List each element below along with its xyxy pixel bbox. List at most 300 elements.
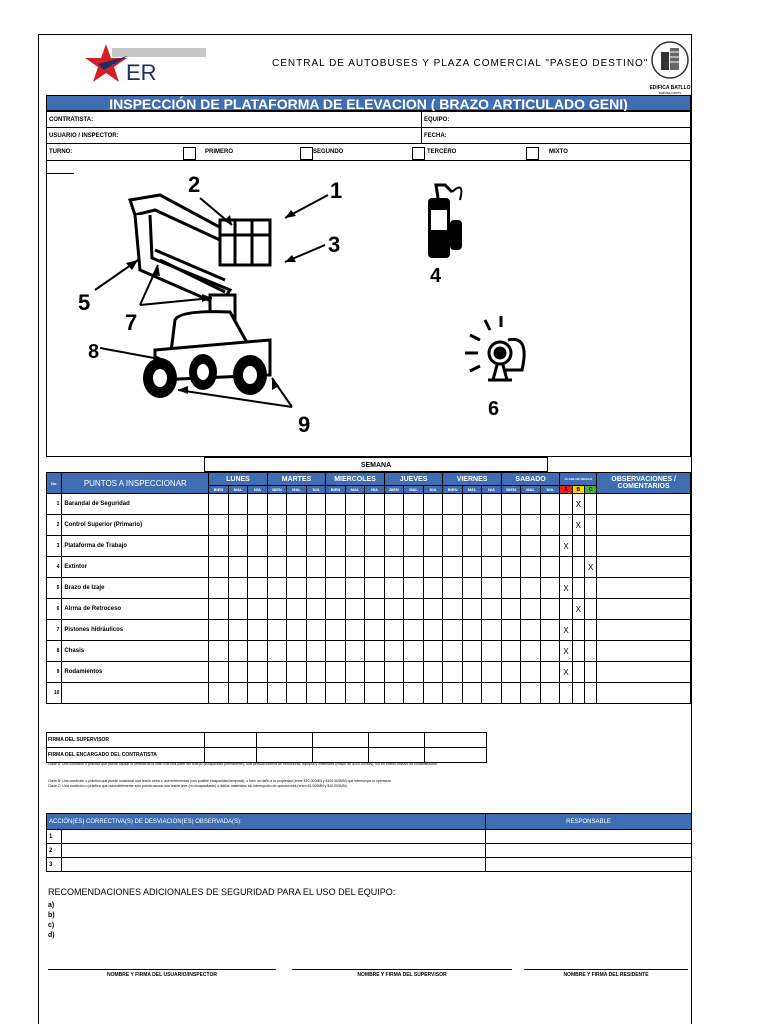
observation-cell[interactable] [597,683,691,704]
check-cell[interactable] [404,662,424,683]
check-cell[interactable] [228,683,248,704]
check-cell[interactable] [287,515,307,536]
inspection-point-label: Control Superior (Primario) [62,515,209,536]
risk-class-b: B [572,486,584,494]
responsable-input[interactable] [486,830,692,844]
check-cell[interactable] [482,599,502,620]
responsable-input[interactable] [486,844,692,858]
check-cell[interactable] [443,641,463,662]
check-cell[interactable] [443,494,463,515]
risk-cell-b[interactable] [572,683,584,704]
check-cell[interactable] [365,683,385,704]
check-cell[interactable] [423,641,443,662]
check-cell[interactable] [345,578,365,599]
check-cell[interactable] [404,536,424,557]
check-cell[interactable] [521,662,541,683]
risk-cell-a[interactable] [560,515,572,536]
check-cell[interactable] [404,683,424,704]
firma-cell[interactable] [313,733,369,748]
no-column-header: No. [47,473,62,494]
check-cell[interactable] [326,641,346,662]
check-cell[interactable] [540,578,560,599]
check-cell[interactable] [443,599,463,620]
check-cell[interactable] [443,620,463,641]
check-cell[interactable] [326,662,346,683]
risk-cell-b[interactable] [572,620,584,641]
check-cell[interactable] [462,536,482,557]
check-cell[interactable] [365,599,385,620]
check-cell[interactable] [248,620,268,641]
check-cell[interactable] [209,662,229,683]
recommendations-title: RECOMENDACIONES ADICIONALES DE SEGURIDAD PARA EL USO DEL EQUIPO: [48,887,396,897]
check-cell[interactable] [248,557,268,578]
firma-cell[interactable] [369,748,425,763]
label-1: 1 [330,178,343,203]
observation-cell[interactable] [597,515,691,536]
check-cell[interactable] [462,515,482,536]
check-cell[interactable] [384,662,404,683]
check-cell[interactable] [404,641,424,662]
check-cell[interactable] [228,536,248,557]
risk-cell-c[interactable] [584,620,596,641]
check-cell[interactable] [326,620,346,641]
table-row [47,641,691,662]
action-input[interactable] [62,844,486,858]
check-cell[interactable] [443,578,463,599]
check-cell[interactable] [287,620,307,641]
check-cell[interactable] [345,683,365,704]
row-number: 9 [47,662,62,683]
table-row [47,515,691,536]
check-cell[interactable] [482,557,502,578]
check-cell[interactable] [521,557,541,578]
check-cell[interactable] [482,620,502,641]
check-cell[interactable] [423,578,443,599]
rec-item-a[interactable]: a) [48,902,55,909]
sub-header-na: N/A [423,486,443,494]
check-cell[interactable] [209,536,229,557]
risk-cell-a[interactable]: X [560,641,572,662]
check-cell[interactable] [209,515,229,536]
check-cell[interactable] [326,494,346,515]
risk-cell-c[interactable] [584,641,596,662]
check-cell[interactable] [287,536,307,557]
sub-header-bien: BIEN [267,486,287,494]
inspection-point-label: Plataforma de Trabajo [62,536,209,557]
rec-item-d[interactable]: d) [48,932,55,939]
action-row-number: 2 [47,844,62,858]
firma-cell[interactable] [313,748,369,763]
mixto-label: MIXTO [549,149,568,155]
check-cell[interactable] [423,599,443,620]
row-number: 7 [47,620,62,641]
check-cell[interactable] [248,641,268,662]
table-row [47,536,691,557]
equipo-field[interactable]: EQUIPO: [422,112,691,128]
risk-cell-a[interactable]: X [560,662,572,683]
inspection-point-label [62,683,209,704]
check-cell[interactable] [384,641,404,662]
check-cell[interactable] [345,536,365,557]
check-cell[interactable] [228,494,248,515]
observation-cell[interactable] [597,620,691,641]
check-cell[interactable] [501,662,521,683]
check-cell[interactable] [345,620,365,641]
check-cell[interactable] [326,578,346,599]
check-cell[interactable] [501,683,521,704]
check-cell[interactable] [248,515,268,536]
check-cell[interactable] [482,536,502,557]
check-cell[interactable] [462,599,482,620]
sub-header-na: N/A [482,486,502,494]
check-cell[interactable] [501,620,521,641]
check-cell[interactable] [384,536,404,557]
check-cell[interactable] [443,683,463,704]
check-cell[interactable] [521,683,541,704]
risk-cell-b[interactable]: X [572,599,584,620]
check-cell[interactable] [404,557,424,578]
check-cell[interactable] [365,494,385,515]
check-cell[interactable] [521,515,541,536]
sub-header-na: N/A [306,486,326,494]
check-cell[interactable] [306,662,326,683]
segundo-checkbox[interactable] [300,147,313,160]
mixto-checkbox[interactable] [526,147,539,160]
check-cell[interactable] [345,662,365,683]
check-cell[interactable] [267,557,287,578]
check-cell[interactable] [365,662,385,683]
check-cell[interactable] [365,578,385,599]
firma-cell[interactable] [257,748,313,763]
action-input[interactable] [62,858,486,872]
check-cell[interactable] [248,536,268,557]
check-cell[interactable] [443,557,463,578]
check-cell[interactable] [462,620,482,641]
check-cell[interactable] [228,599,248,620]
risk-cell-b[interactable] [572,578,584,599]
fecha-field[interactable]: FECHA: [422,128,691,144]
primero-label: PRIMERO [205,149,234,155]
check-cell[interactable] [306,494,326,515]
row-number: 6 [47,599,62,620]
check-cell[interactable] [267,536,287,557]
check-cell[interactable] [209,494,229,515]
check-cell[interactable] [540,494,560,515]
logo-right-name: EDIFICA BATLLO [649,85,691,91]
check-cell[interactable] [306,683,326,704]
check-cell[interactable] [209,641,229,662]
check-cell[interactable] [248,683,268,704]
check-cell[interactable] [521,494,541,515]
check-cell[interactable] [267,515,287,536]
check-cell[interactable] [404,578,424,599]
check-cell[interactable] [306,515,326,536]
check-cell[interactable] [287,662,307,683]
check-cell[interactable] [345,494,365,515]
check-cell[interactable] [306,599,326,620]
risk-cell-c[interactable]: X [584,557,596,578]
check-cell[interactable] [228,641,248,662]
check-cell[interactable] [501,599,521,620]
risk-cell-c[interactable] [584,494,596,515]
check-cell[interactable] [540,641,560,662]
check-cell[interactable] [501,536,521,557]
check-cell[interactable] [423,515,443,536]
check-cell[interactable] [501,515,521,536]
star-logo-icon [84,42,132,84]
contratista-field[interactable]: CONTRATISTA: [47,112,422,128]
check-cell[interactable] [384,620,404,641]
check-cell[interactable] [326,557,346,578]
action-row-number: 1 [47,830,62,844]
check-cell[interactable] [306,557,326,578]
check-cell[interactable] [462,683,482,704]
risk-cell-b[interactable] [572,662,584,683]
check-cell[interactable] [404,515,424,536]
observation-cell[interactable] [597,599,691,620]
note-clase-b: Clase B: Una condición o práctica que puede ocasionar una lesión seria o una enfermedad (con posible incapacidad temporal), o bien un daño a la propiedad (entre $10,000MN y $100,000MN) que interrumpa la operación. [48,779,393,783]
check-cell[interactable] [365,620,385,641]
check-cell[interactable] [404,599,424,620]
check-cell[interactable] [384,557,404,578]
risk-cell-c[interactable] [584,578,596,599]
check-cell[interactable] [267,641,287,662]
usuario-field[interactable]: USUARIO / INSPECTOR: [47,128,422,144]
check-cell[interactable] [443,515,463,536]
check-cell[interactable] [209,620,229,641]
check-cell[interactable] [423,494,443,515]
check-cell[interactable] [482,578,502,599]
risk-cell-b[interactable] [572,641,584,662]
firma-cell[interactable] [205,733,257,748]
firma-cell[interactable] [369,733,425,748]
edifica-batllo-logo [640,40,700,96]
table-row [47,620,691,641]
check-cell[interactable] [228,662,248,683]
check-cell[interactable] [540,683,560,704]
check-cell[interactable] [326,599,346,620]
check-cell[interactable] [306,578,326,599]
label-6: 6 [488,398,500,420]
check-cell[interactable] [287,683,307,704]
observation-cell[interactable] [597,557,691,578]
check-cell[interactable] [267,599,287,620]
risk-cell-a[interactable] [560,557,572,578]
rec-item-c[interactable]: c) [48,922,55,929]
check-cell[interactable] [267,494,287,515]
check-cell[interactable] [306,620,326,641]
logo-right-sub: INMOBILIARIOS [658,91,682,95]
check-cell[interactable] [443,662,463,683]
responsable-input[interactable] [486,858,692,872]
action-input[interactable] [62,830,486,844]
check-cell[interactable] [209,683,229,704]
label-4: 4 [430,265,442,287]
risk-cell-b[interactable]: X [572,494,584,515]
table-row [47,494,691,515]
signature-residente: NOMBRE Y FIRMA DEL RESIDENTE [524,969,688,978]
risk-cell-c[interactable] [584,599,596,620]
check-cell[interactable] [423,536,443,557]
risk-cell-c[interactable] [584,662,596,683]
check-cell[interactable] [423,557,443,578]
responsable-header: RESPONSABLE [486,814,692,830]
primero-checkbox[interactable] [183,147,196,160]
table-row [47,599,691,620]
check-cell[interactable] [443,536,463,557]
check-cell[interactable] [384,683,404,704]
check-cell[interactable] [423,662,443,683]
check-cell[interactable] [345,599,365,620]
check-cell[interactable] [345,641,365,662]
check-cell[interactable] [482,641,502,662]
check-cell[interactable] [267,683,287,704]
check-cell[interactable] [540,536,560,557]
inspection-point-label: Pistones hidráulicos [62,620,209,641]
check-cell[interactable] [306,641,326,662]
check-cell[interactable] [521,620,541,641]
check-cell[interactable] [248,494,268,515]
check-cell[interactable] [287,599,307,620]
check-cell[interactable] [384,599,404,620]
observation-cell[interactable] [597,536,691,557]
recommendations-list [48,901,55,941]
firma-cell[interactable] [205,748,257,763]
firma-cell[interactable] [425,733,487,748]
check-cell[interactable] [501,494,521,515]
observation-cell[interactable] [597,494,691,515]
check-cell[interactable] [267,620,287,641]
risk-class-a: A [560,486,572,494]
check-cell[interactable] [482,662,502,683]
check-cell[interactable] [267,578,287,599]
firma-supervisor-label: FIRMA DEL SUPERVISOR [47,733,205,748]
risk-cell-b[interactable] [572,557,584,578]
risk-cell-c[interactable] [584,683,596,704]
label-9: 9 [298,412,311,437]
day-header-sabado: SABADO [501,473,560,486]
check-cell[interactable] [248,599,268,620]
check-cell[interactable] [326,515,346,536]
check-cell[interactable] [521,641,541,662]
check-cell[interactable] [326,536,346,557]
check-cell[interactable] [287,557,307,578]
check-cell[interactable] [404,620,424,641]
check-cell[interactable] [248,578,268,599]
check-cell[interactable] [462,662,482,683]
firma-cell[interactable] [425,748,487,763]
check-cell[interactable] [462,494,482,515]
check-cell[interactable] [404,494,424,515]
rec-item-b[interactable]: b) [48,912,55,919]
firma-cell[interactable] [257,733,313,748]
observation-cell[interactable] [597,578,691,599]
check-cell[interactable] [482,515,502,536]
check-cell[interactable] [326,683,346,704]
check-cell[interactable] [501,557,521,578]
check-cell[interactable] [540,662,560,683]
check-cell[interactable] [501,641,521,662]
risk-cell-a[interactable] [560,494,572,515]
check-cell[interactable] [540,599,560,620]
check-cell[interactable] [345,515,365,536]
day-header-viernes: VIERNES [443,473,502,486]
check-cell[interactable] [540,557,560,578]
check-cell[interactable] [521,599,541,620]
check-cell[interactable] [345,557,365,578]
check-cell[interactable] [306,536,326,557]
check-cell[interactable] [287,578,307,599]
check-cell[interactable] [540,620,560,641]
check-cell[interactable] [365,557,385,578]
risk-cell-a[interactable]: X [560,578,572,599]
check-cell[interactable] [228,515,248,536]
table-row [47,578,691,599]
risk-cell-a[interactable] [560,599,572,620]
check-cell[interactable] [462,578,482,599]
check-cell[interactable] [248,662,268,683]
signature-supervisor: NOMBRE Y FIRMA DEL SUPERVISOR [292,969,512,978]
risk-cell-c[interactable] [584,515,596,536]
check-cell[interactable] [423,683,443,704]
check-cell[interactable] [228,557,248,578]
check-cell[interactable] [209,578,229,599]
check-cell[interactable] [365,515,385,536]
observation-cell[interactable] [597,641,691,662]
check-cell[interactable] [462,557,482,578]
check-cell[interactable] [521,536,541,557]
sub-header-bien: BIEN [384,486,404,494]
observations-header: OBSERVACIONES / COMENTARIOS [597,473,691,494]
risk-cell-c[interactable] [584,536,596,557]
row-number: 10 [47,683,62,704]
risk-cell-b[interactable] [572,536,584,557]
logo-text: ER [126,60,157,85]
check-cell[interactable] [228,578,248,599]
check-cell[interactable] [462,641,482,662]
check-cell[interactable] [482,683,502,704]
check-cell[interactable] [423,620,443,641]
check-cell[interactable] [287,641,307,662]
check-cell[interactable] [365,641,385,662]
check-cell[interactable] [209,599,229,620]
observation-cell[interactable] [597,662,691,683]
risk-cell-a[interactable]: X [560,536,572,557]
label-2: 2 [188,172,201,197]
risk-class-c: C [584,486,596,494]
check-cell[interactable] [228,620,248,641]
check-cell[interactable] [384,578,404,599]
inspection-table [46,472,691,704]
risk-class-notes [48,762,688,789]
check-cell[interactable] [365,536,385,557]
check-cell[interactable] [287,494,307,515]
risk-cell-a[interactable]: X [560,620,572,641]
risk-cell-b[interactable]: X [572,515,584,536]
check-cell[interactable] [384,494,404,515]
check-cell[interactable] [209,557,229,578]
tercero-checkbox[interactable] [412,147,425,160]
check-cell[interactable] [384,515,404,536]
check-cell[interactable] [521,578,541,599]
check-cell[interactable] [482,494,502,515]
table-row [47,683,691,704]
risk-cell-a[interactable] [560,683,572,704]
check-cell[interactable] [501,578,521,599]
check-cell[interactable] [540,515,560,536]
check-cell[interactable] [267,662,287,683]
inspection-point-label: Rodamientos [62,662,209,683]
